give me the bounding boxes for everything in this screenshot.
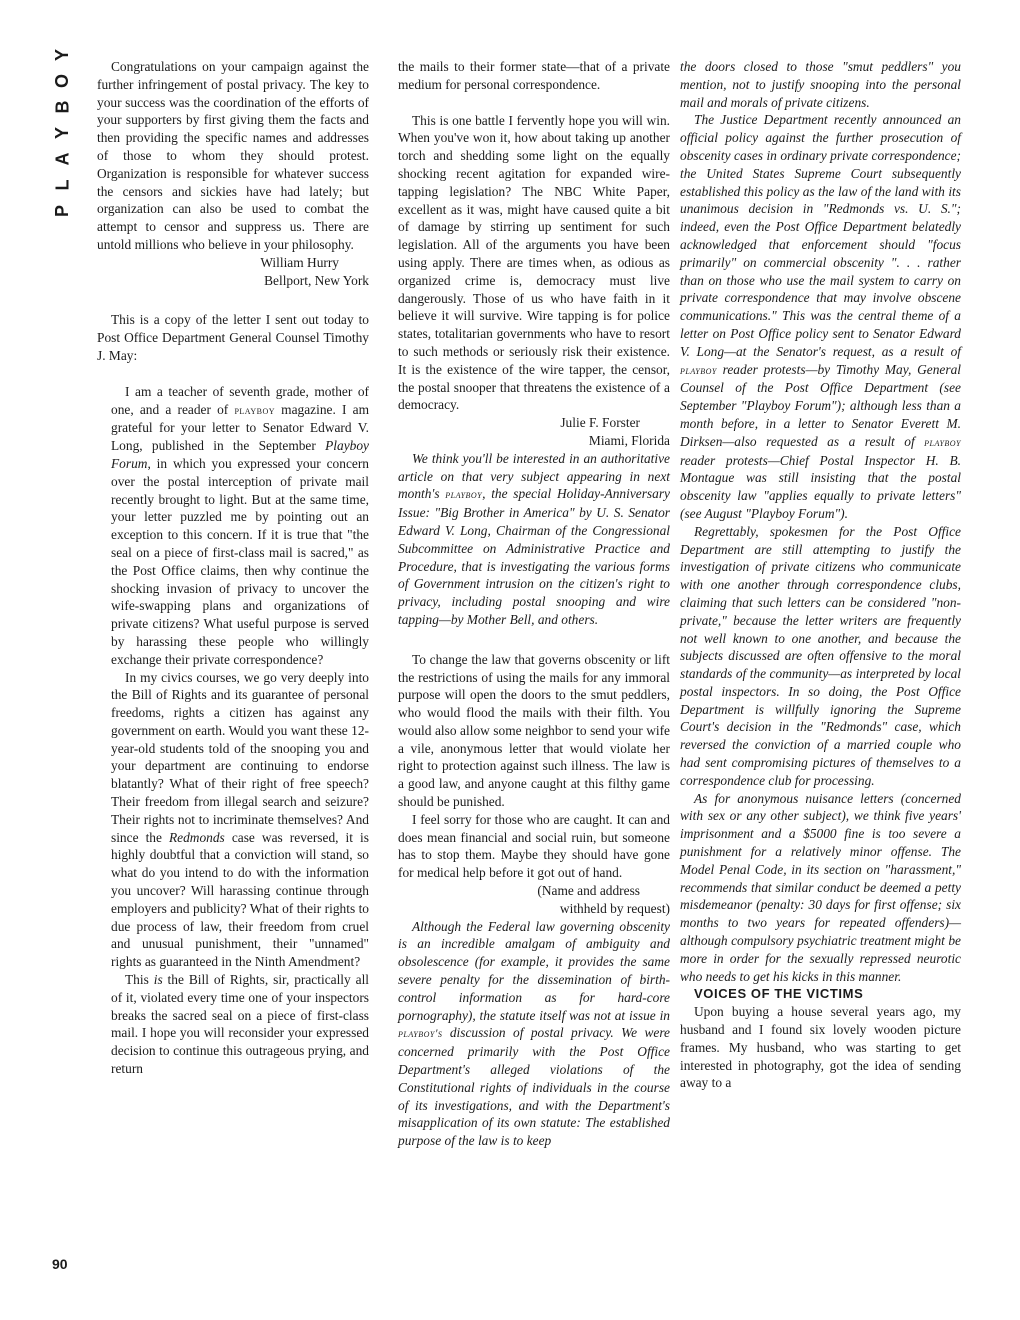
case-name: Redmonds	[168, 829, 225, 845]
column-2	[398, 58, 670, 1150]
letter-paragraph: To change the law that governs obscenity or lift the restrictions of using the mails for any immoral purpose will open the doors to the smut peddlers, who would flood the mails with their filth. You would also allow some neighbor to send your wife a vile, anonymous letter that would violate her right to protection against such illness. The law is a good law, and anyone caught at this filthy game should be punished.	[398, 651, 670, 810]
playboy-masthead	[48, 44, 76, 222]
column-3	[680, 58, 961, 1092]
text-run: This	[125, 972, 154, 988]
magazine-name: playboy	[234, 402, 275, 417]
letter-paragraph: This is one battle I fervently hope you will win. When you've won it, how about taking up another torch and shedding some light on the equally shocking recent agitation for expanded wire-tapping legislation? The NBC White Paper, excellent as it was, might have caused quite a bit of damage by stirring up sentiment for such legislation. All of the arguments you have been using apply. There are times when, as odious as organized crime is, democracy must live dangerously. Those of us who have faith in it believe it will survive. Wire tapping is for police states, totalitarian governments who have to resort to such methods or seriously risk their existence. It is the existence of the wire tapper, the censor, the postal snooper that threatens the existence of a democracy.	[398, 112, 670, 413]
text-run: The Justice Department recently announced an official policy against the further prosecution of obscenity cases in ordinary private correspondence; the United States Supreme Court subsequently established this policy as the law of the land with its unanimous decision in "Redmonds vs. U. S."; indeed, even the Post Office Department belatedly acknowledged that enforcement should "focus primarily" on commercial obscenity ". . . rather than on those who use the mail system to carry on private correspondence that may involve obscene communications." This was the central theme of a letter on Post Office policy sent to Senator Edward V. Long—at the Senator's request, as a result of	[680, 112, 961, 359]
text-run: reader protests—Chief Postal Inspector H. B. Montague was still insisting that the postal obscenity law "applies equally to private letters" (see August "Playboy Forum").	[680, 452, 961, 521]
editor-reply	[398, 918, 670, 1150]
text-run: I am a teacher of seventh grade, mother of one, and a reader of	[111, 383, 369, 417]
magazine-name: playboy's	[398, 1026, 443, 1041]
masthead-letter: Y	[51, 126, 72, 140]
signature-name: William Hurry	[260, 254, 339, 270]
magazine-name: playboy	[680, 362, 717, 377]
letter-paragraph: Congratulations on your campaign against the further infringement of postal privacy. The key to your success was the coordination of the efforts of your supporters by first giving them the facts and then providing the specific names and addresses of those to whom they should protest. Organization is responsible for whatever success the censors and sickies have had lately; but organization can also be used to combat the attempt to censor and suppress us. There are untold millions who believe in your philosophy.	[97, 59, 369, 252]
text-run: discussion of postal privacy. We were concerned primarily with the Post Office Department's alleged violations of the Constitutional rights of individuals in the course of its investigations, and with the Department's misapplication of its own statute: The established purpose of the law is to keep	[398, 1025, 670, 1149]
editor-reply	[680, 111, 961, 522]
letter-signature	[97, 254, 369, 290]
masthead-letter: Y	[51, 48, 72, 62]
editor-reply: As for anonymous nuisance letters (concerned with sex or any other subject), we think five years' imprisonment and a $5000 fine is too severe a punishment for a relatively minor offense. The Model Penal Code, in its section on "harassment," recommends that similar conduct be deemed a petty misdemeanor (penalty: 30 days for first offense; six months to two years for repeated offenders)—although compulsory psychiatric treatment might be more in order for the sexually repressed neurotic who needs to get his kicks in this manner.	[680, 790, 961, 984]
masthead-letter: L	[52, 179, 72, 191]
text-run: , the special Holiday-Anniversary Issue: "Big Brother in America" by U. S. Senator Edward V. Long, Chairman of the Congressional Subcommittee on Administrative Practice and Procedure, that is investigating the various forms of Government intrusion on the citizen's right to privacy, including postal snooping and wire tapping—by Mother Bell, and others.	[398, 486, 670, 627]
letter-signature	[398, 882, 670, 918]
signature-name: Julie F. Forster	[560, 415, 640, 431]
section-heading: VOICES OF THE VICTIMS	[694, 986, 864, 1002]
letter-paragraph	[111, 383, 369, 669]
editor-reply	[398, 450, 670, 629]
editor-reply: Regrettably, spokesmen for the Post Office Department are still attempting to justify the investigation of private citizens who communicate with one another through correspondence clubs, claiming that such letters can be considered "non-private," because the letter writers are frequently not well known to one another, and because the subjects discussed are often offensive to the moral standards of the community—as interpreted by local postal inspectors. In so doing, the Post Office Department is willfully ignoring the Supreme Court's decision in the "Redmonds" case, which reversed the conviction of a married couple who had sent compromising pictures of themselves to a correspondence club for processing.	[680, 523, 961, 788]
page-number: 90	[52, 1256, 68, 1272]
text-run: reader protests—by Timothy May, General Counsel of the Post Office Department (see September "Playboy Forum"); although less than a month before, in a letter to Senator Everett M. Dirksen—also requested as a result of	[680, 361, 961, 449]
text-run: case was reversed, it is highly doubtful that a conviction will stand, so what do you intend to do with the information you uncover? Will harassing continue through employers and publicity? What of their rights to due process of law, their freedom from cruel and unusual punishment, their "unnamed" rights as guaranteed in the Ninth Amendment?	[111, 829, 369, 970]
masthead-letter: B	[52, 100, 72, 114]
letter-paragraph: I feel sorry for those who are caught. It can and does mean financial and social ruin, but someone has to stop them. Maybe they should have gone for medical help before it got out of hand.	[398, 811, 670, 881]
letter-signature	[398, 414, 670, 450]
signature-place: withheld by request)	[559, 900, 670, 916]
text-run: In my civics courses, we go very deeply into the Bill of Rights and its guarantee of personal freedoms, rights a citizen has against any government on earth. Would you want these 12-year-old students told of the snooping you and your department are continuing to endorse blatantly? What of their right of free speech? Their freedom from illegal search and seizure? Their rights not to incriminate themselves? And since the	[111, 669, 369, 845]
letter-paragraph: Upon buying a house several years ago, my husband and I found six lovely wooden picture frames. My husband, who was starting to get interested in photography, got the idea of sending away to a	[680, 1004, 961, 1091]
emphasis: is	[153, 972, 163, 988]
masthead-letter: O	[51, 73, 72, 89]
text-run: Although the Federal law governing obscenity is an incredible amalgam of ambiguity and obsolescence (for example, it provides the same severe penalty for the dissemination of birth-control information as for hard-core pornography), the statute itself was not at issue in	[398, 918, 670, 1023]
masthead-letter: A	[52, 152, 72, 166]
magazine-name: playboy	[924, 434, 961, 449]
signature-place: Miami, Florida	[588, 432, 670, 448]
text-run: We think you'll be interested in an authoritative article on that very subject appearing in next month's	[398, 450, 670, 502]
text-run: , in which you expressed your concern over the postal interception of private mail recently brought to light. But at the same time, your letter puzzled me by pointing out an exception to this concern. If it is true that "the seal on a piece of first-class mail is sacred," as the Post Office claims, then why continue the shocking invasion of privacy to uncover the wife-swapping plans and organizations of private citizens? What useful purpose is served by harassing these people who willingly exchange their private correspondence?	[111, 455, 369, 667]
letter-paragraph: the mails to their former state—that of a private medium for personal correspondence.	[398, 59, 670, 92]
letter-paragraph	[111, 669, 369, 972]
text-run: magazine. I am grateful for your letter to Senator Edward V. Long, published in the September	[111, 401, 369, 454]
magazine-name: playboy	[445, 487, 483, 502]
letter-paragraph	[111, 971, 369, 1078]
quoted-letter	[97, 383, 369, 1078]
signature-name: (Name and address	[537, 883, 640, 899]
forum-name: Playboy Forum	[111, 438, 369, 471]
signature-place: Bellport, New York	[264, 272, 369, 288]
letter-paragraph: This is a copy of the letter I sent out today to Post Office Department General Counsel Timothy J. May:	[97, 312, 369, 363]
column-1	[97, 58, 369, 1078]
text-run: the Bill of Rights, sir, practically all of it, violated every time one of your inspectors breaks the sacred seal on a piece of first-class mail. I hope you will reconsider your expressed decision to continue this outrageous prying, and return	[111, 972, 370, 1077]
masthead-letter: P	[51, 204, 72, 218]
editor-reply: the doors closed to those "smut peddlers" you mention, not to justify snooping into the personal mail and morals of private citizens.	[680, 59, 961, 110]
